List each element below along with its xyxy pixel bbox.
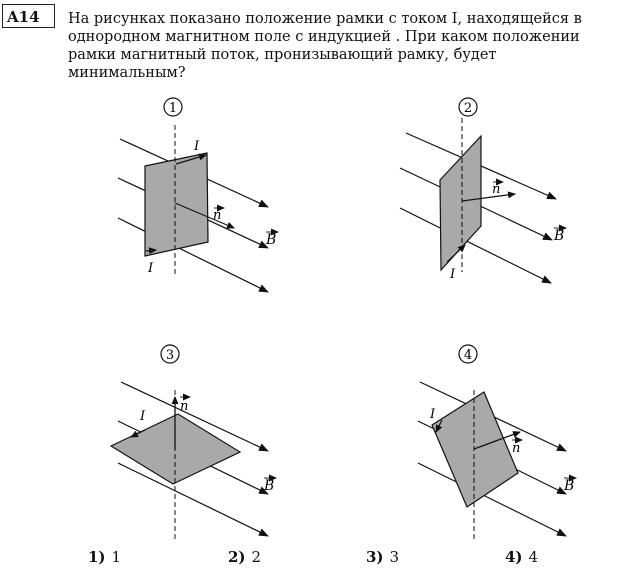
question-number-tag: A14 — [2, 4, 55, 28]
answer-number: 3) — [366, 548, 384, 566]
figure-number: 3 — [165, 348, 175, 363]
current-frame — [145, 153, 208, 256]
answer-value: 1 — [111, 548, 122, 566]
current-label: I — [194, 139, 200, 154]
normal-label: n — [512, 441, 521, 456]
current-label: I — [140, 409, 146, 424]
normal-label: n — [213, 208, 222, 223]
figure-2 — [400, 98, 566, 283]
field-label: B — [264, 478, 275, 494]
current-label: I — [430, 407, 436, 422]
normal-label: n — [492, 182, 501, 197]
answer-option-1[interactable] — [88, 548, 121, 566]
field-label: B — [564, 478, 575, 494]
answer-value: 4 — [528, 548, 539, 566]
question-line: минимальным? — [68, 65, 186, 81]
figure-number: 1 — [168, 101, 178, 116]
current-label: I — [148, 261, 154, 276]
field-label: B — [266, 232, 277, 248]
answer-number: 2) — [228, 548, 246, 566]
current-frame — [432, 392, 521, 507]
answer-value: 2 — [251, 548, 262, 566]
question-line: рамки магнитный поток, пронизывающий рамку, будет — [68, 47, 497, 63]
figure-4 — [418, 345, 576, 542]
normal-label: n — [180, 399, 189, 414]
answer-number: 1) — [88, 548, 106, 566]
question-line: На рисунках показано положение рамки с током I, находящейся в — [68, 11, 582, 27]
question-line: однородном магнитном поле с индукцией . При каком положении — [68, 29, 580, 45]
field-label: B — [554, 228, 565, 244]
figure-number: 4 — [463, 348, 473, 363]
current-label: I — [450, 267, 456, 282]
figure-3 — [111, 345, 276, 540]
answer-options — [0, 548, 630, 574]
answer-value: 3 — [389, 548, 400, 566]
answer-number: 4) — [505, 548, 523, 566]
figure-1 — [118, 98, 278, 292]
figure-number: 2 — [463, 101, 473, 116]
answer-option-2[interactable] — [228, 548, 261, 566]
answer-option-4[interactable] — [505, 548, 538, 566]
answer-option-3[interactable] — [366, 548, 399, 566]
